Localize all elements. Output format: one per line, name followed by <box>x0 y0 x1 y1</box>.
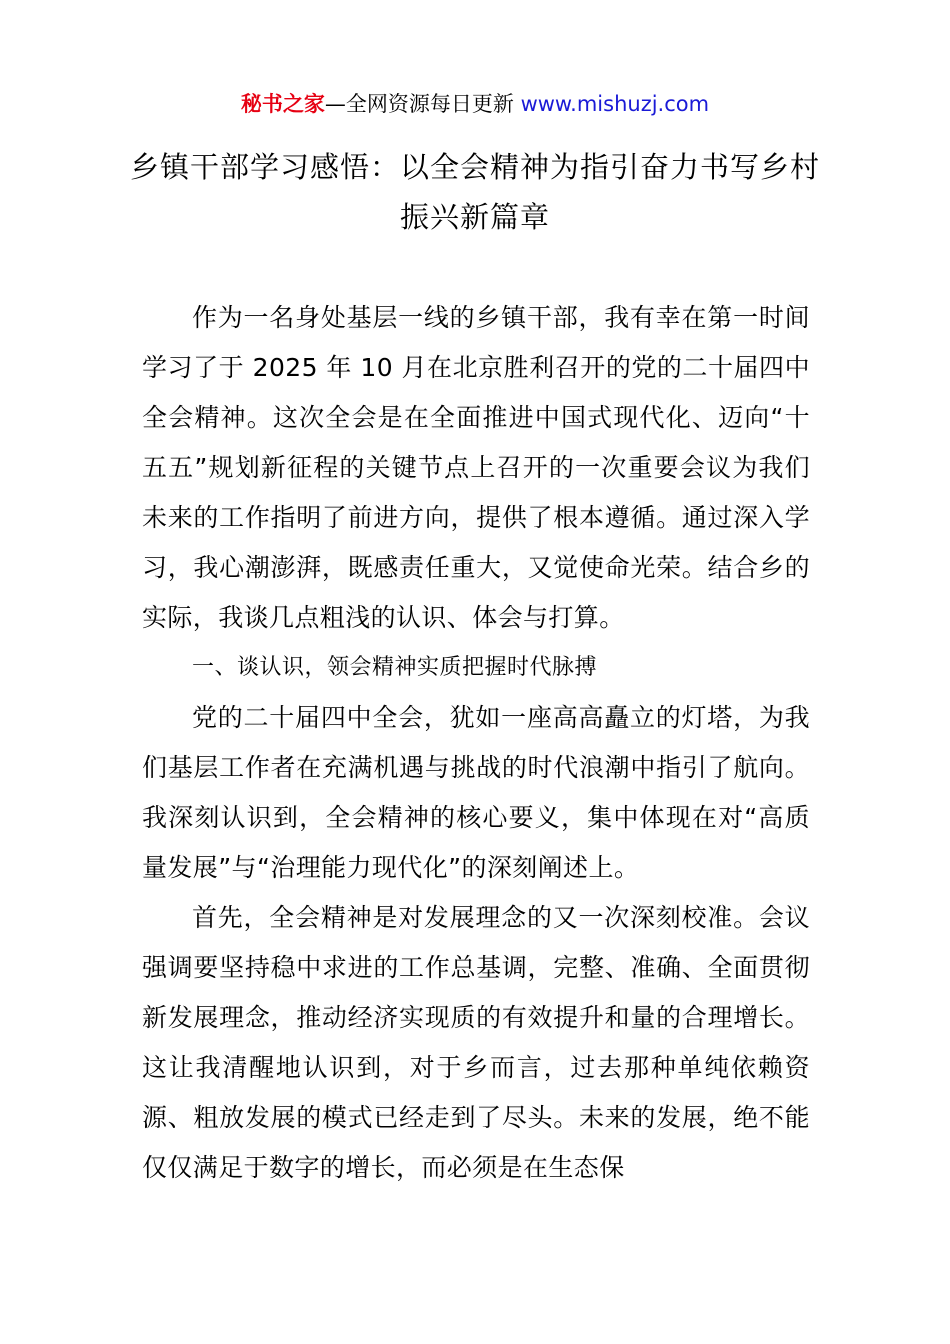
site-header <box>0 88 950 120</box>
intro-paragraph: 作为一名身处基层一线的乡镇干部，我有幸在第一时间学习了于 2025 年 10 月在北京胜利召开的党的二十届四中全会精神。这次全会是在全面推进中国式现代化、迈向“十五五”规划新征程的关键节点上召开的一次重要会议为我们未来的工作指明了前进方向，提供了根本遵循。通过深入学习，我心潮澎湃，既感责任重大，又觉使命光荣。结合乡的实际，我谈几点粗浅的认识、体会与打算。 <box>142 303 810 632</box>
body-paragraph: 党的二十届四中全会，犹如一座高高矗立的灯塔，为我们基层工作者在充满机遇与挑战的时代浪潮中指引了航向。我深刻认识到，全会精神的核心要义，集中体现在对“高质量发展”与“治理能力现代化”的深刻阐述上。 <box>142 703 810 882</box>
header-separator: — <box>324 92 346 116</box>
section-heading: 一、谈认识，领会精神实质把握时代脉搏 <box>192 655 598 680</box>
document-title: 乡镇干部学习感悟：以全会精神为指引奋力书写乡村振兴新篇章 <box>129 150 820 234</box>
document-body <box>142 293 810 1193</box>
site-url-link[interactable]: www.mishuzj.com <box>520 92 710 116</box>
header-tagline: 全网资源每日更新 <box>345 92 521 116</box>
body-paragraph: 首先，全会精神是对发展理念的又一次深刻校准。会议强调要坚持稳中求进的工作总基调，完整、准确、全面贯彻新发展理念，推动经济实现质的有效提升和量的合理增长。这让我清醒地认识到，对于乡而言，过去那种单纯依赖资源、粗放发展的模式已经走到了尽头。未来的发展，绝不能仅仅满足于数字的增长，而必须是在生态保 <box>142 903 810 1182</box>
brand-name: 秘书之家 <box>240 92 325 116</box>
